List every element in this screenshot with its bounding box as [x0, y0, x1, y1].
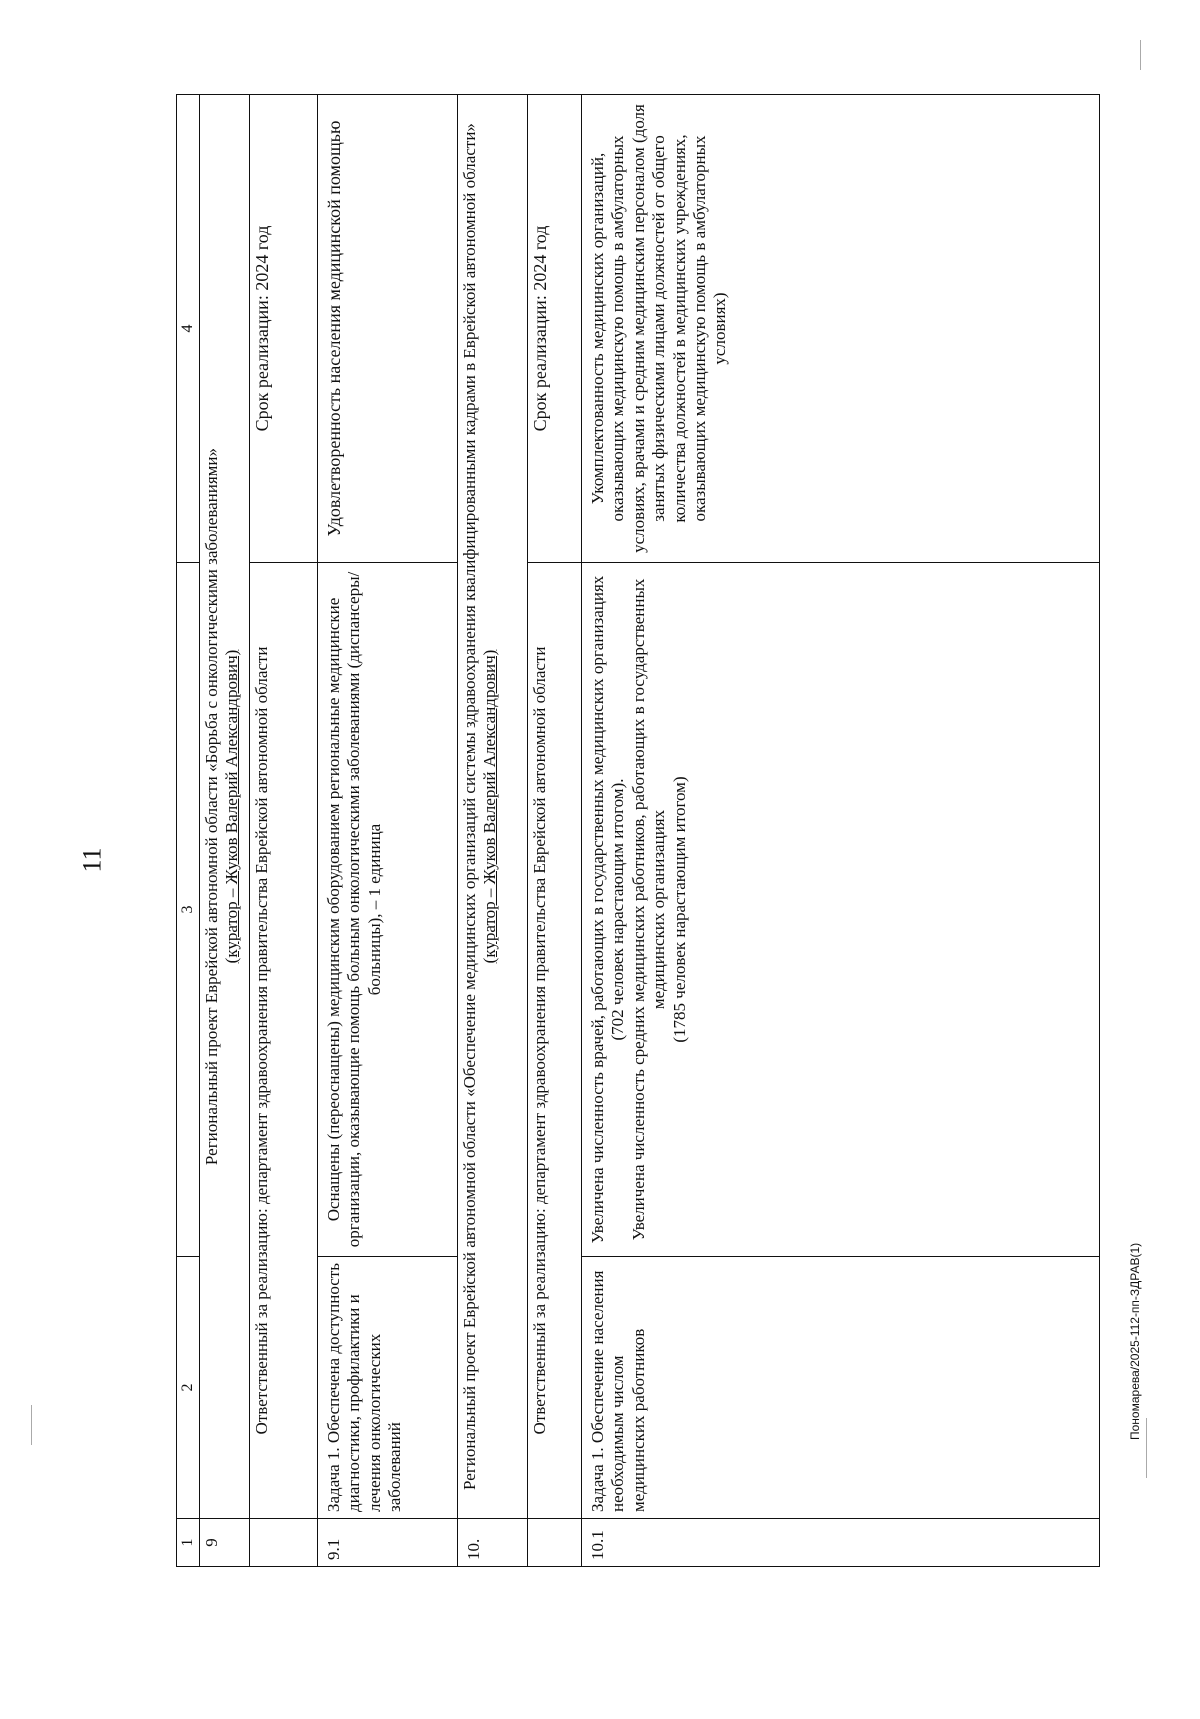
row-number: 9 — [200, 1519, 250, 1567]
result: Оснащены (переоснащены) медицинским оборудованием региональные медицинские организации, оказывающие помощь больным онкологическими заболеваниями (диспансеры/больницы), – 1 единица — [318, 563, 458, 1257]
footer-code: Пономарева/2025-112-пп-ЗДРАВ(1) — [1128, 1242, 1142, 1440]
row-9-responsible — [250, 95, 318, 1567]
row-number: 10.1 — [582, 1519, 1100, 1567]
responsible-text: Ответственный за реализацию: департамент здравоохранения правительства Еврейской автономной области — [528, 563, 582, 1519]
row-10-1 — [582, 95, 1100, 1567]
term: Срок реализации: 2024 год — [250, 95, 318, 563]
row-number: 10. — [458, 1519, 528, 1567]
responsible-text: Ответственный за реализацию: департамент здравоохранения правительства Еврейской автономной области — [250, 563, 318, 1519]
col-header-1: 1 — [177, 1519, 200, 1567]
curator: (куратор – Жуков Валерий Александрович) — [480, 649, 500, 964]
projects-table — [176, 94, 1100, 1567]
task: Задача 1. Обеспечение населения необходимым числом медицинских работников — [582, 1257, 1100, 1519]
row-10 — [458, 95, 528, 1567]
col-header-2: 2 — [177, 1257, 200, 1519]
curator: (куратор – Жуков Валерий Александрович) — [222, 649, 242, 964]
scan-artifact-line — [1140, 40, 1141, 70]
scan-artifact-line — [1146, 1418, 1147, 1478]
project-title: Региональный проект Еврейской автономной области «Обеспечение медицинских организаций системы здравоохранения квалифицированными кадрами в Еврейской автономной области» (куратор – Жуков Валерий Александрович) — [458, 95, 528, 1519]
project-title: Региональный проект Еврейской автономной области «Борьба с онкологическими заболеваниями» (куратор – Жуков Валерий Александрович) — [200, 95, 250, 1519]
page-number: 11 — [77, 847, 107, 873]
result: Увеличена численность врачей, работающих в государственных медицинских организациях (702 человек нарастающим итогом). Увеличена численность средних медицинских работников, работающих в государственных медицинских организациях (1785 человек нарастающим итогом) — [582, 563, 1100, 1257]
col-header-3: 3 — [177, 563, 200, 1257]
indicator: Удовлетворенность населения медицинской помощью — [318, 95, 458, 563]
task: Задача 1. Обеспечена доступность диагностики, профилактики и лечения онкологических заболеваний — [318, 1257, 458, 1519]
row-number: 9.1 — [318, 1519, 458, 1567]
term: Срок реализации: 2024 год — [528, 95, 582, 563]
scan-artifact-line — [31, 1405, 32, 1445]
indicator: Укомплектованность медицинских организаций, оказывающих медицинскую помощь в амбулаторных условиях, врачами и средним медицинским персоналом (доля занятых физическими лицами должностей от общего количества должностей в медицинских учреждениях, оказывающих медицинскую помощь в амбулаторных условиях) — [582, 95, 1100, 563]
header-row — [177, 95, 200, 1567]
row-9-1 — [318, 95, 458, 1567]
row-10-responsible — [528, 95, 582, 1567]
col-header-4: 4 — [177, 95, 200, 563]
rotated-table-container — [176, 95, 1100, 1567]
row-9 — [200, 95, 250, 1567]
